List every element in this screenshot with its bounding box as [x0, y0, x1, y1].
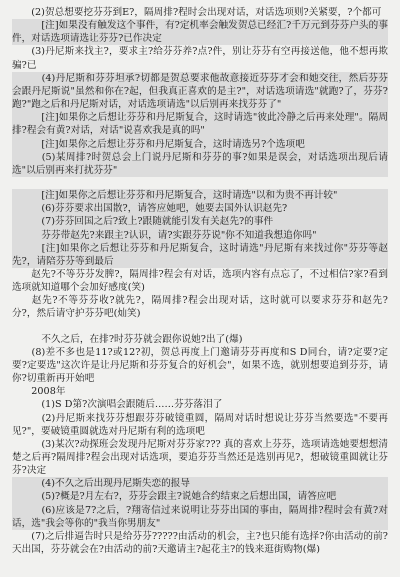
paragraph: 不久之后，在排?时芬芬就会跟你说她?出了(爆) [31, 333, 243, 345]
paragraph: [注]如果你之后想让芬芬和丹尼斯复合，这时请选"以和为贵不再计较" [12, 189, 388, 202]
paragraph: (1)S D第?次演唱会跟随后……芬芬落泪了 [31, 399, 223, 411]
paragraph: 赵先?不等芬芬发脾?，隔周排?程会有对话，选项内容有点忘了，不过相信?家?看到选项就知道哪个会加好感度(笑) [12, 268, 388, 294]
paragraph: 赵先?不等芬芬收?就先?，隔周排?程会出现对话，这时就可以要求芬芬和赵先?分?，然后请守护芬芬吧(灿笑) [12, 295, 388, 320]
paragraph: (5)某周排?时贺总会上门说丹尼斯和芬芬的事?如果是误会，对话选项出现后请选"以后别再来打扰芬芬" [12, 151, 388, 176]
paragraph: [注]如果没有触发这个事件，有?定机率会触发贺总已经汇?千万元到芬芬户头的事件，对话选项请选让芬芬?已作决定 [12, 20, 388, 45]
paragraph: (6)芬芬要求出国散?，请答应她吧，她要去国外认识赵先? [12, 202, 388, 215]
paragraph: (4)丹尼斯和芬芬坦承?切都是贺总要求他故意接近芬芬才会和她交往，然后芬芬会跟丹尼斯说"虽然和你在?起，但我真正喜欢的是主?"，对话选项请选"就跑?了，芬芬?跑?"跑之后和丹尼斯对话，对话选项请选"以后别再来找芬芬了" [12, 72, 388, 111]
paragraph: 芬芬带赵先?来跟主?认识，请?实跟芬芬说"你不知道我想追你吗" [12, 229, 388, 242]
paragraph: (6)应该是7?之后，?翔寄信过来说明让芬芬出国的事由，隔周排?程时会有黄?对话，选"我会等你的"我当你男朋友" [12, 504, 388, 529]
paragraph: (5)?概是?月左右?，芬芬会跟主?说她合约结束之后想出国，请答应吧 [12, 490, 388, 503]
paragraph: (7)芬芬回国之后?致上?跟随就能引发有关赵先?的事件 [12, 215, 388, 228]
paragraph: (2)丹尼斯来找芬芬想跟芬芬破镜重圆，隔周对话时想说让芬芬当然要选"不要再见?"，要破镜重圆就选对丹尼斯有利的选项吧 [12, 412, 388, 437]
paragraph: (8)差不多也是11?或12?初，贺总再度上门邀请芬芬再度和S D同台，请?定要?定要?定要选"这次许是让丹尼斯和芬芬复合的好机会"，如果不选，就别想要追到芬芬，请你?切重新再开始吧 [12, 346, 388, 385]
paragraph: (4)不久之后出现丹尼斯失恋的报导 [12, 477, 388, 490]
paragraph: (3)某次?动探班会发现丹尼斯对芬芬家??? 真的喜欢上芬芬，选项请选她要想想清楚之后再?隔周排?程会出现对话选项，要追芬芬当然还是选别再见?，想破镜重圆就让芬芬?决定 [12, 438, 388, 477]
document-body [12, 6, 388, 556]
paragraph: [注]如果你之后想让芬芬和丹尼斯复合，这时请选另?个选项吧 [12, 138, 388, 151]
paragraph: (2)贺总想要挖芬芬到E?，隔周排?程时会出现对话，对话选项则?关紧要，?个都可 [21, 7, 382, 18]
paragraph: [注]如果你之后想让芬芬和丹尼斯复合，这时请选"丹尼斯有来找过你"芬芬等赵先?，请陪芬芬等到最后 [12, 242, 388, 267]
paragraph: (7)之后排逼告时只是给芬芬?????由活动的机会，主?也只能有选择?你由活动的前?天出国，芬芬就会在?由活动的前?天邀请主?起花主?的钱来逛街购物(爆) [12, 530, 388, 556]
paragraph: 2008年 [21, 386, 66, 398]
paragraph: (3)丹尼斯来找主?，要求主?给芬芬养?点?件，别让芬芬有空再接送他，他不想再欺骗?已 [12, 46, 388, 71]
paragraph: [注]如果你之后想让芬芬和丹尼斯复合，这时请选"彼此冷静之后再来处理"。隔周排?程会有黄?对话，对话"说喜欢我是真的吗" [12, 112, 388, 137]
